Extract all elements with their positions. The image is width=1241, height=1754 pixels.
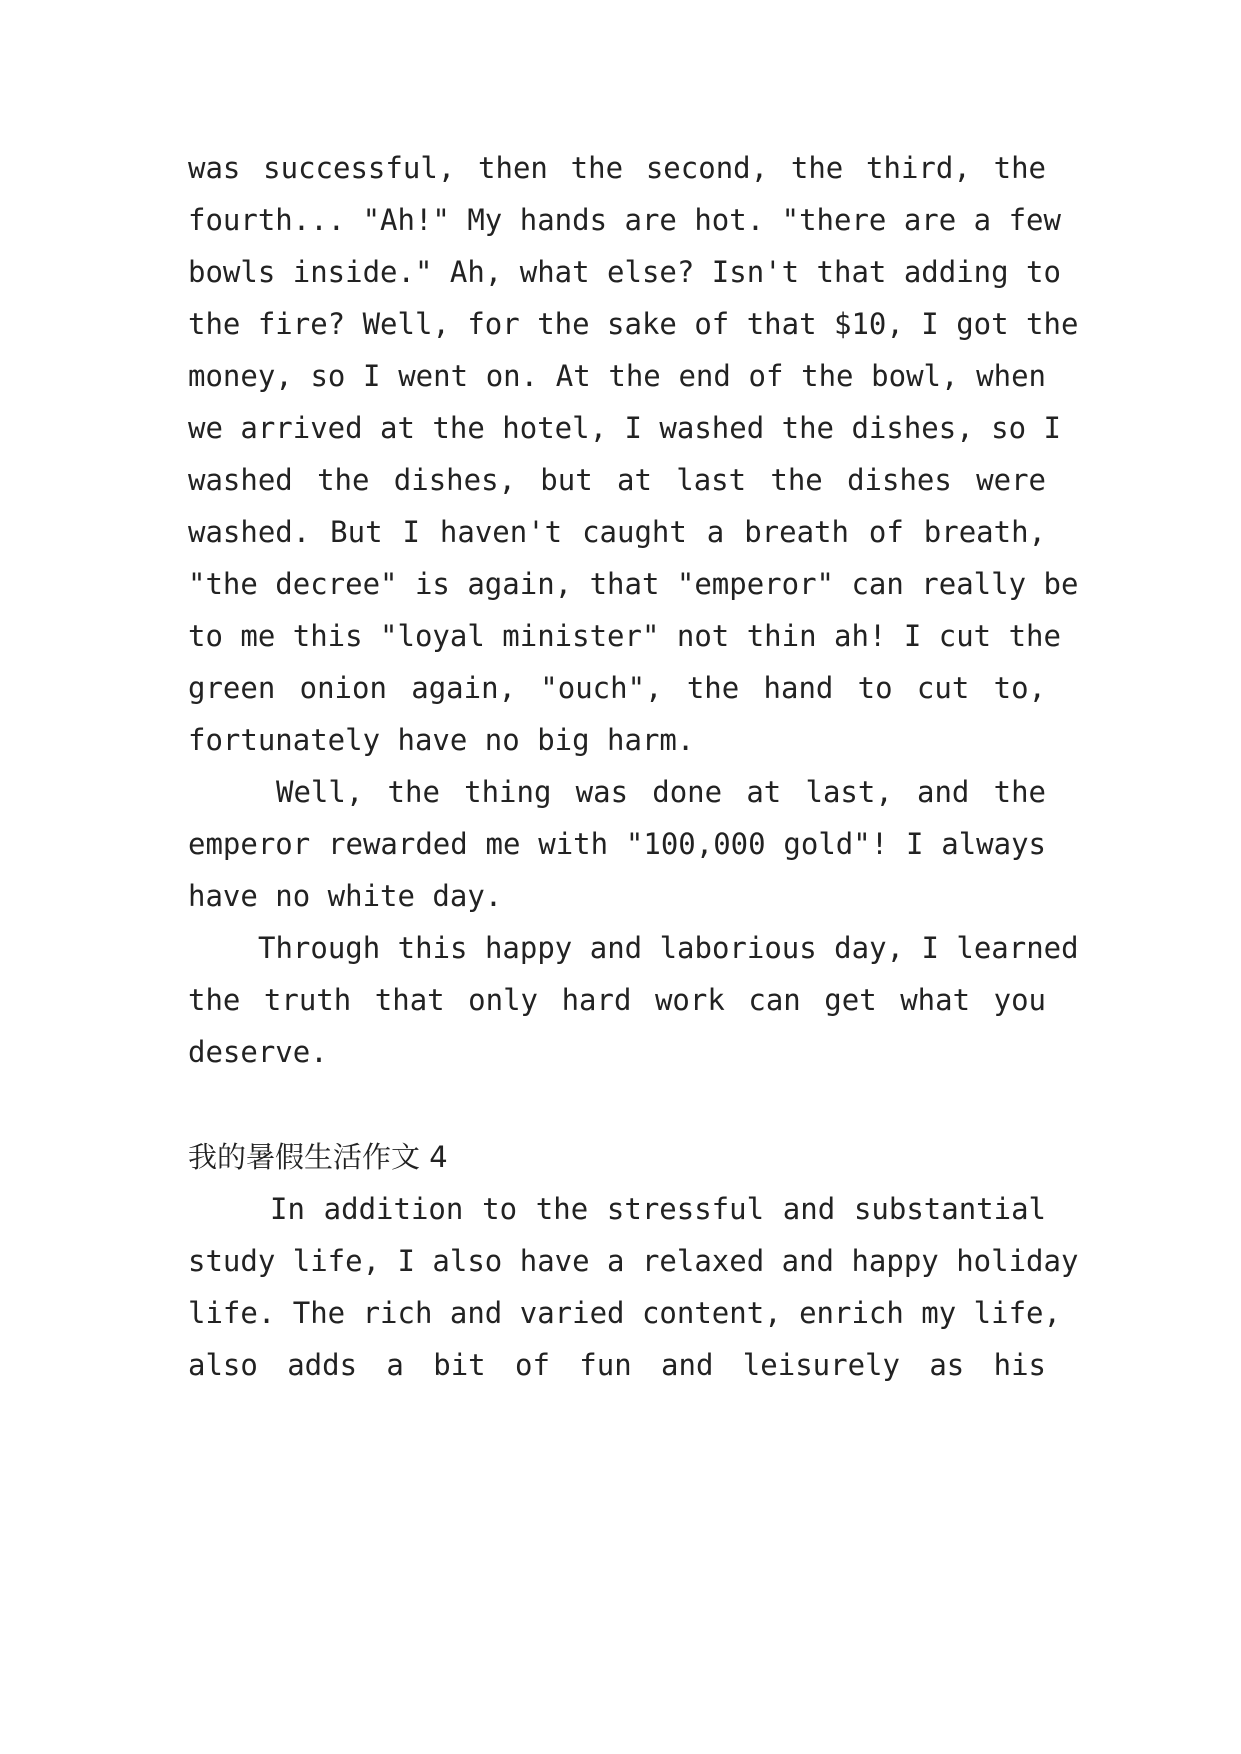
text-line: we arrived at the hotel, I washed the dishes, so I [188, 411, 1061, 445]
text-line: green onion again, "ouch", the hand to cut to, [188, 671, 1046, 705]
text-line: study life, I also have a relaxed and happy holiday [188, 1244, 1079, 1278]
paragraph-first-line: Through this happy and laborious day, I learned [258, 931, 1079, 965]
text-line: money, so I went on. At the end of the bowl, when [188, 359, 1046, 393]
text-line: fourth... "Ah!" My hands are hot. "there are a few [188, 203, 1061, 237]
paragraph-first-line: In addition to the stressful and substantial [270, 1192, 1046, 1226]
text-line: washed the dishes, but at last the dishes were [188, 463, 1046, 497]
text-line: washed. But I haven't caught a breath of breath, [188, 515, 1046, 549]
text-line: life. The rich and varied content, enrich my life, [188, 1296, 1061, 1330]
text-line: was successful, then the second, the third, the [188, 151, 1046, 185]
paragraph-first-line: Well, the thing was done at last, and the [276, 775, 1046, 809]
text-line: have no white day. [188, 879, 503, 913]
text-line: the truth that only hard work can get what you [188, 983, 1046, 1017]
text-line: "the decree" is again, that "emperor" can really be [188, 567, 1079, 601]
section-heading: 我的暑假生活作文 4 [188, 1140, 448, 1174]
text-line: fortunately have no big harm. [188, 723, 695, 757]
text-line: emperor rewarded me with "100,000 gold"! I always [188, 827, 1046, 861]
text-line: bowls inside." Ah, what else? Isn't that adding to [188, 255, 1061, 289]
text-line: the fire? Well, for the sake of that $10, I got the [188, 307, 1079, 341]
text-line: deserve. [188, 1035, 328, 1069]
text-line: also adds a bit of fun and leisurely as his [188, 1348, 1046, 1382]
text-line: to me this "loyal minister" not thin ah! I cut the [188, 619, 1061, 653]
